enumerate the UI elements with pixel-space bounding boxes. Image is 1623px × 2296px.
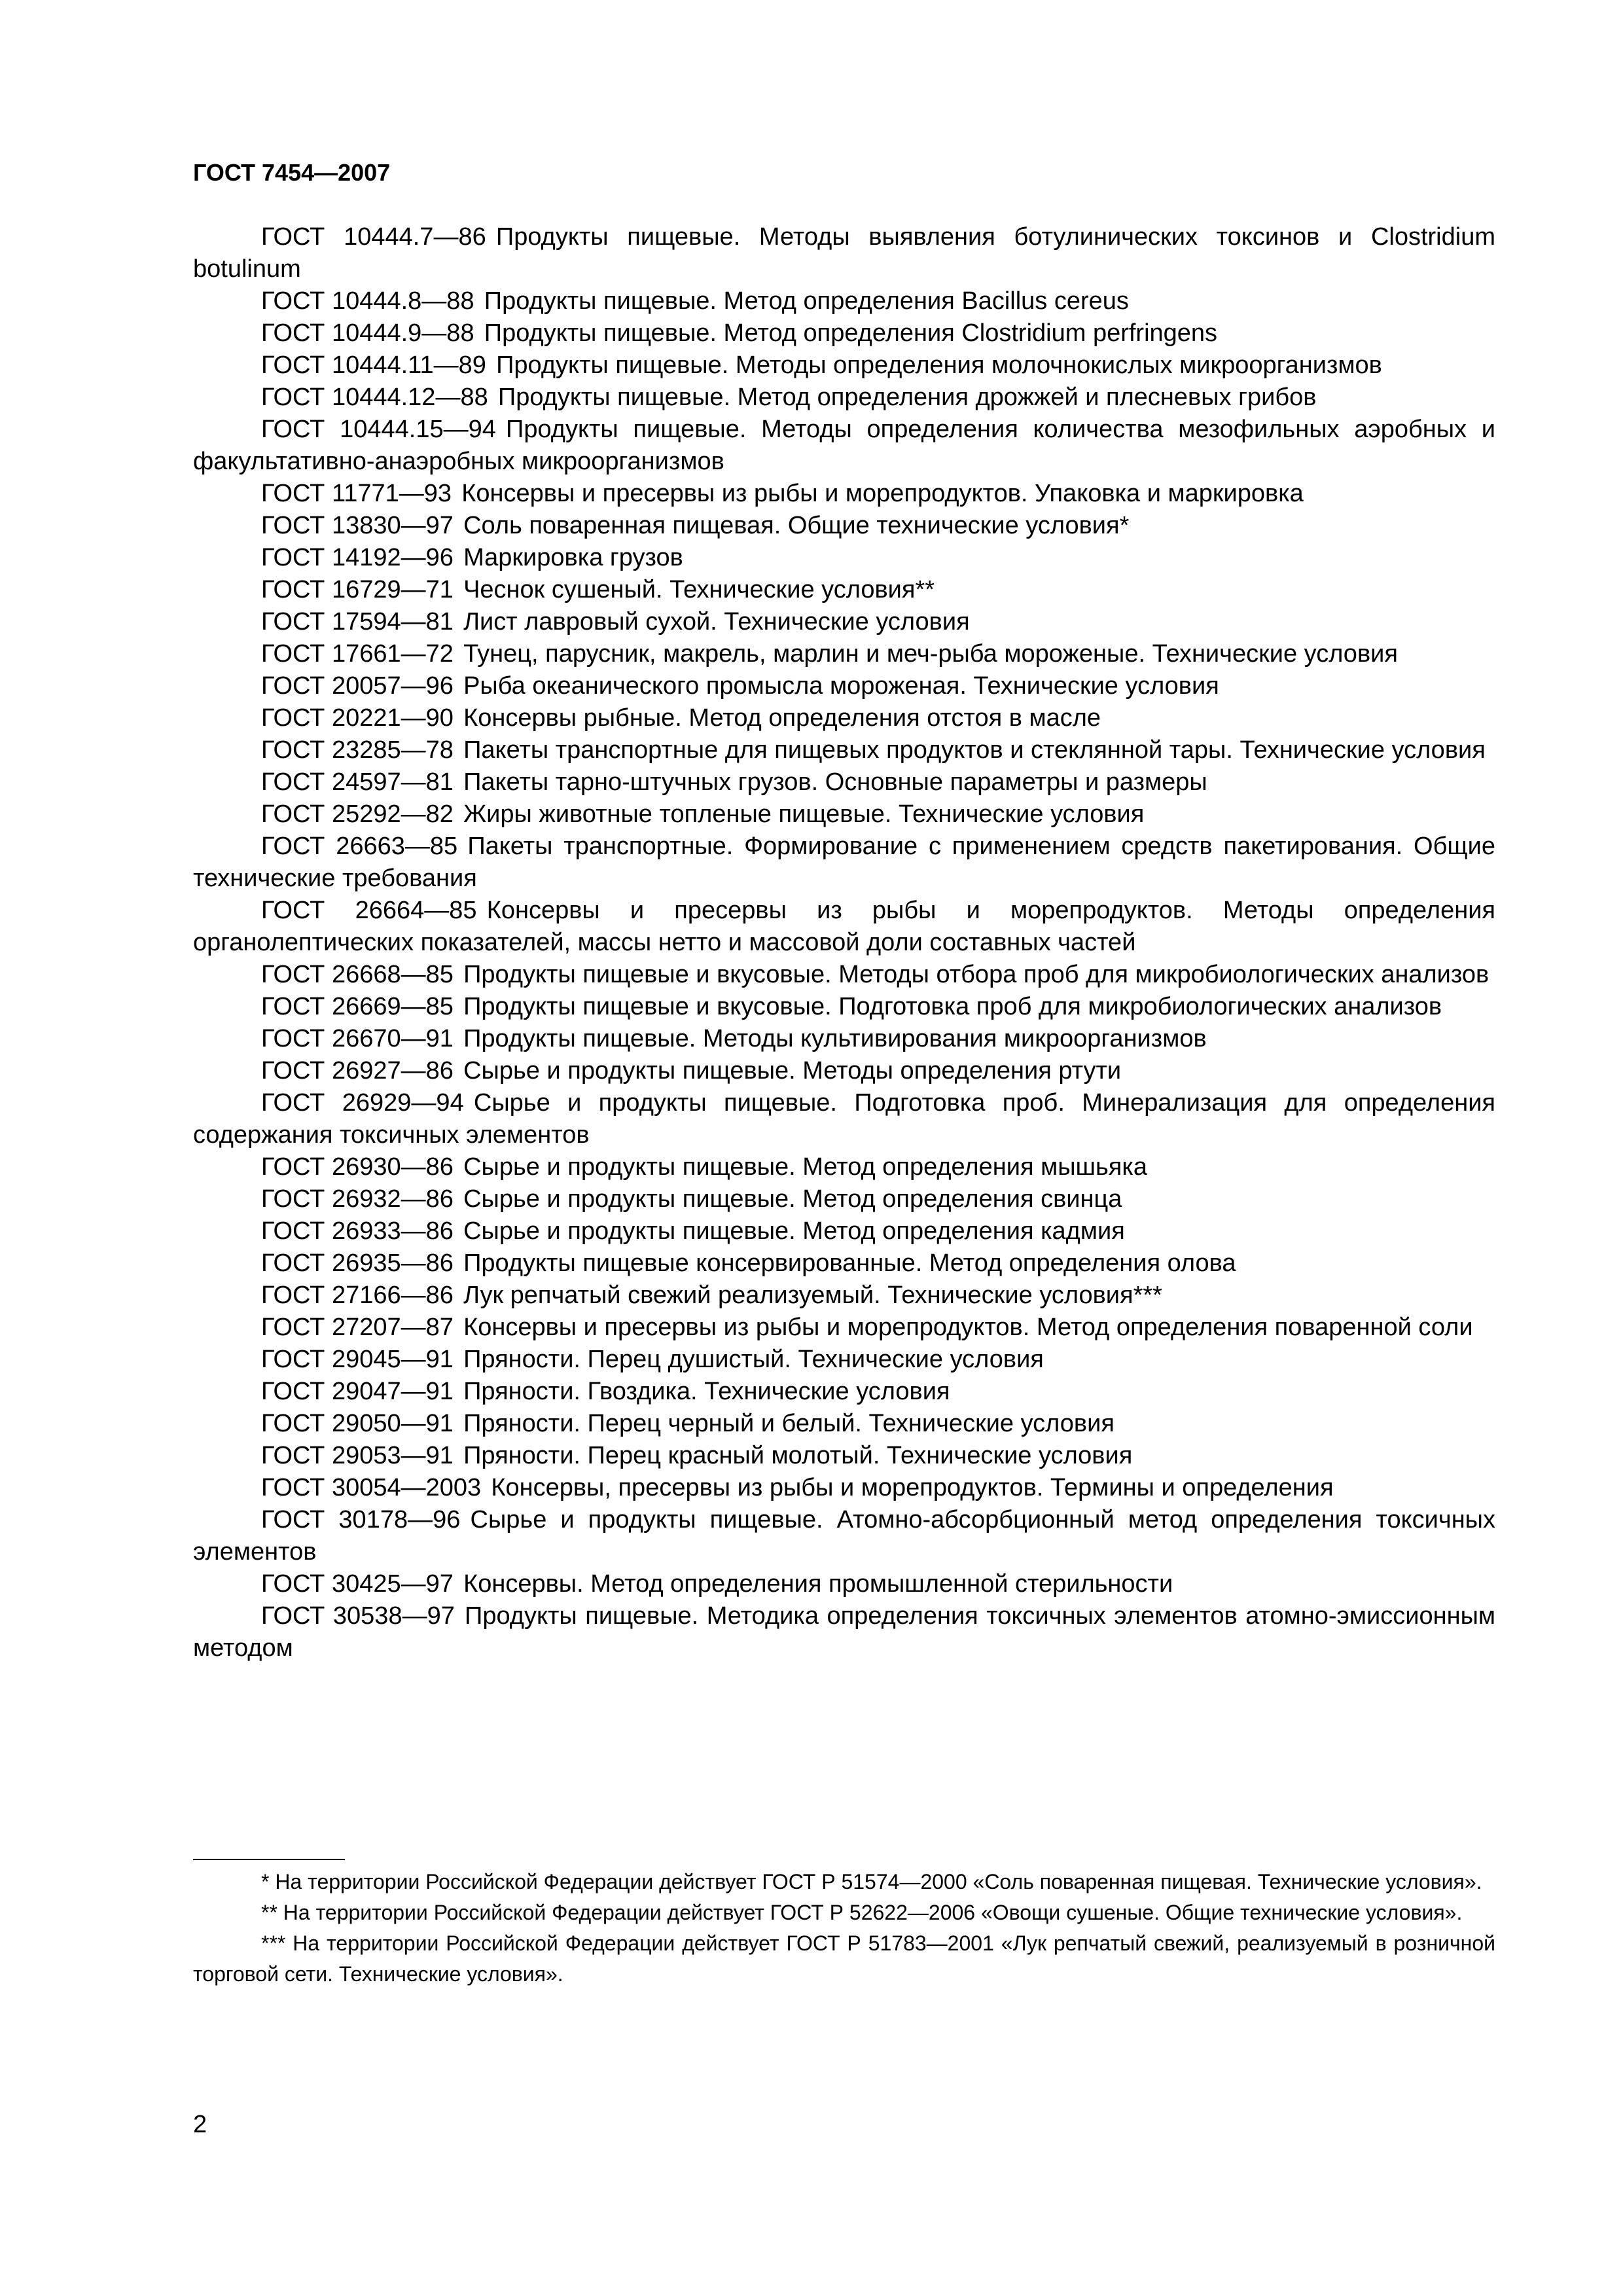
reference-title: Пряности. Перец душистый. Технические условия — [463, 1346, 1044, 1373]
reference-item — [193, 1344, 1495, 1376]
reference-item — [193, 638, 1495, 670]
reference-code: ГОСТ 20221—90 — [261, 704, 454, 732]
reference-code: ГОСТ 25292—82 — [261, 800, 454, 828]
reference-item — [193, 831, 1495, 895]
reference-title: Сырье и продукты пищевые. Метод определения свинца — [463, 1185, 1122, 1213]
reference-item — [193, 478, 1495, 510]
reference-code: ГОСТ 10444.11—89 — [261, 351, 486, 379]
reference-title: Пакеты тарно-штучных грузов. Основные параметры и размеры — [463, 768, 1207, 796]
reference-title: Продукты пищевые. Метод определения Clostridium perfringens — [484, 319, 1218, 347]
reference-item — [193, 1568, 1495, 1600]
reference-title: Консервы и пресервы из рыбы и морепродуктов. Метод определения поваренной соли — [463, 1314, 1473, 1341]
reference-code: ГОСТ 26668—85 — [261, 961, 454, 988]
reference-title: Сырье и продукты пищевые. Метод определения мышьяка — [463, 1153, 1147, 1181]
reference-code: ГОСТ 29047—91 — [261, 1378, 454, 1405]
reference-item — [193, 606, 1495, 638]
reference-code: ГОСТ 26932—86 — [261, 1185, 454, 1213]
reference-title: Сырье и продукты пищевые. Метод определения кадмия — [463, 1217, 1125, 1245]
footnote: ** На территории Российской Федерации действует ГОСТ Р 52622—2006 «Овощи сушеные. Общие технические условия». — [261, 1901, 1463, 1924]
reference-title: Консервы и пресервы из рыбы и морепродуктов. Упаковка и маркировка — [461, 480, 1304, 507]
reference-title: Тунец, парусник, макрель, марлин и меч-рыба мороженые. Технические условия — [463, 640, 1398, 668]
reference-item — [193, 670, 1495, 702]
reference-code: ГОСТ 30178—96 — [261, 1506, 461, 1534]
reference-code: ГОСТ 26935—86 — [261, 1249, 454, 1277]
reference-item — [193, 510, 1495, 542]
reference-title: Пряности. Гвоздика. Технические условия — [463, 1378, 950, 1405]
reference-code: ГОСТ 26929—94 — [261, 1089, 464, 1117]
reference-code: ГОСТ 10444.12—88 — [261, 384, 488, 411]
reference-title: Консервы рыбные. Метод определения отстоя в масле — [463, 704, 1101, 732]
reference-item — [193, 766, 1495, 798]
reference-title: Рыба океанического промысла мороженая. Технические условия — [463, 672, 1219, 700]
page-body — [193, 157, 1495, 1664]
reference-title: Продукты пищевые консервированные. Метод определения олова — [463, 1249, 1236, 1277]
reference-title: Соль поваренная пищевая. Общие технические условия* — [463, 512, 1130, 539]
reference-item — [193, 1472, 1495, 1504]
reference-code: ГОСТ 26669—85 — [261, 993, 454, 1020]
reference-code: ГОСТ 26927—86 — [261, 1057, 454, 1085]
reference-title: Пряности. Перец красный молотый. Технические условия — [463, 1442, 1133, 1469]
reference-code: ГОСТ 20057—96 — [261, 672, 454, 700]
reference-code: ГОСТ 30425—97 — [261, 1570, 454, 1598]
reference-item — [193, 959, 1495, 991]
reference-title: Продукты пищевые. Метод определения дрожжей и плесневых грибов — [497, 384, 1317, 411]
reference-title: Продукты пищевые. Методы выявления ботулинических токсинов и Clostridium botulinum — [193, 223, 1495, 283]
reference-code: ГОСТ 26670—91 — [261, 1025, 454, 1052]
reference-title: Продукты пищевые. Методы определения количества мезофильных аэробных и факультативно-анаэробных микроорганизмов — [193, 416, 1495, 475]
reference-item — [193, 221, 1495, 285]
normative-references-list — [193, 221, 1495, 1664]
footnote: * На территории Российской Федерации действует ГОСТ Р 51574—2000 «Соль поваренная пищевая. Технические условия». — [261, 1870, 1482, 1893]
reference-title: Консервы. Метод определения промышленной стерильности — [463, 1570, 1173, 1598]
reference-item — [193, 1376, 1495, 1408]
reference-item — [193, 1247, 1495, 1280]
reference-title: Консервы, пресервы из рыбы и морепродуктов. Термины и определения — [491, 1474, 1334, 1501]
reference-code: ГОСТ 17661—72 — [261, 640, 454, 668]
reference-item — [193, 895, 1495, 959]
reference-code: ГОСТ 26663—85 — [261, 833, 458, 860]
reference-item — [193, 798, 1495, 831]
reference-code: ГОСТ 13830—97 — [261, 512, 454, 539]
reference-title: Пряности. Перец черный и белый. Технические условия — [463, 1410, 1115, 1437]
reference-code: ГОСТ 11771—93 — [261, 480, 452, 507]
reference-item — [193, 382, 1495, 414]
reference-code: ГОСТ 29050—91 — [261, 1410, 454, 1437]
reference-code: ГОСТ 17594—81 — [261, 608, 454, 636]
reference-code: ГОСТ 23285—78 — [261, 736, 454, 764]
reference-item — [193, 1087, 1495, 1151]
footnotes-section — [193, 1859, 1495, 1990]
reference-title: Продукты пищевые и вкусовые. Методы отбора проб для микробиологических анализов — [463, 961, 1489, 988]
reference-code: ГОСТ 10444.15—94 — [261, 416, 496, 443]
reference-title: Консервы и пресервы из рыбы и морепродуктов. Методы определения органолептических показателей, массы нетто и массовой доли составных частей — [193, 897, 1495, 956]
reference-code: ГОСТ 26933—86 — [261, 1217, 454, 1245]
reference-item — [193, 574, 1495, 606]
reference-title: Продукты пищевые. Методы культивирования микроорганизмов — [463, 1025, 1207, 1052]
reference-code: ГОСТ 27207—87 — [261, 1314, 454, 1341]
reference-title: Сырье и продукты пищевые. Подготовка проб. Минерализация для определения содержания токсичных элементов — [193, 1089, 1495, 1149]
reference-item — [193, 350, 1495, 382]
reference-title: Пакеты транспортные для пищевых продуктов и стеклянной тары. Технические условия — [463, 736, 1486, 764]
reference-title: Лук репчатый свежий реализуемый. Технические условия*** — [463, 1282, 1162, 1309]
reference-title: Продукты пищевые. Методика определения токсичных элементов атомно-эмиссионным методом — [193, 1602, 1496, 1662]
reference-code: ГОСТ 29045—91 — [261, 1346, 454, 1373]
reference-item — [193, 1504, 1495, 1568]
footnote-divider — [193, 1859, 345, 1860]
reference-title: Сырье и продукты пищевые. Методы определения ртути — [463, 1057, 1122, 1085]
reference-title: Жиры животные топленые пищевые. Технические условия — [463, 800, 1145, 828]
reference-item — [193, 285, 1495, 317]
reference-title: Продукты пищевые. Метод определения Bacillus cereus — [484, 287, 1129, 315]
reference-title: Продукты пищевые. Методы определения молочнокислых микроорганизмов — [496, 351, 1382, 379]
reference-item — [193, 1312, 1495, 1344]
reference-code: ГОСТ 24597—81 — [261, 768, 454, 796]
reference-code: ГОСТ 30054—2003 — [261, 1474, 482, 1501]
reference-item — [193, 317, 1495, 350]
reference-code: ГОСТ 16729—71 — [261, 576, 454, 603]
reference-code: ГОСТ 27166—86 — [261, 1282, 454, 1309]
page-number: 2 — [193, 2111, 207, 2138]
reference-code: ГОСТ 30538—97 — [261, 1602, 455, 1630]
reference-item — [193, 734, 1495, 766]
reference-item — [193, 542, 1495, 574]
reference-item — [193, 1600, 1495, 1664]
reference-item — [193, 1440, 1495, 1472]
reference-item — [193, 1280, 1495, 1312]
reference-code: ГОСТ 10444.9—88 — [261, 319, 474, 347]
reference-title: Лист лавровый сухой. Технические условия — [463, 608, 970, 636]
reference-item — [193, 1055, 1495, 1087]
reference-title: Пакеты транспортные. Формирование с применением средств пакетирования. Общие технические требования — [193, 833, 1495, 892]
reference-code: ГОСТ 26664—85 — [261, 897, 477, 924]
reference-item — [193, 1151, 1495, 1183]
reference-item — [193, 1408, 1495, 1440]
reference-item — [193, 1215, 1495, 1247]
reference-item — [193, 702, 1495, 734]
reference-code: ГОСТ 10444.7—86 — [261, 223, 486, 251]
reference-item — [193, 1183, 1495, 1215]
footnote: *** На территории Российской Федерации действует ГОСТ Р 51783—2001 «Лук репчатый свежий, реализуемый в розничной торговой сети. Технические условия». — [193, 1931, 1495, 1986]
reference-title: Продукты пищевые и вкусовые. Подготовка проб для микробиологических анализов — [463, 993, 1442, 1020]
reference-code: ГОСТ 10444.8—88 — [261, 287, 474, 315]
document-header-id: ГОСТ 7454—2007 — [193, 159, 391, 186]
reference-title: Чеснок сушеный. Технические условия** — [463, 576, 935, 603]
reference-item — [193, 1023, 1495, 1055]
reference-code: ГОСТ 26930—86 — [261, 1153, 454, 1181]
reference-code: ГОСТ 29053—91 — [261, 1442, 454, 1469]
reference-code: ГОСТ 14192—96 — [261, 544, 454, 571]
reference-item — [193, 414, 1495, 478]
reference-title: Маркировка грузов — [463, 544, 683, 571]
reference-title: Сырье и продукты пищевые. Атомно-абсорбционный метод определения токсичных элементов — [193, 1506, 1495, 1566]
reference-item — [193, 991, 1495, 1023]
